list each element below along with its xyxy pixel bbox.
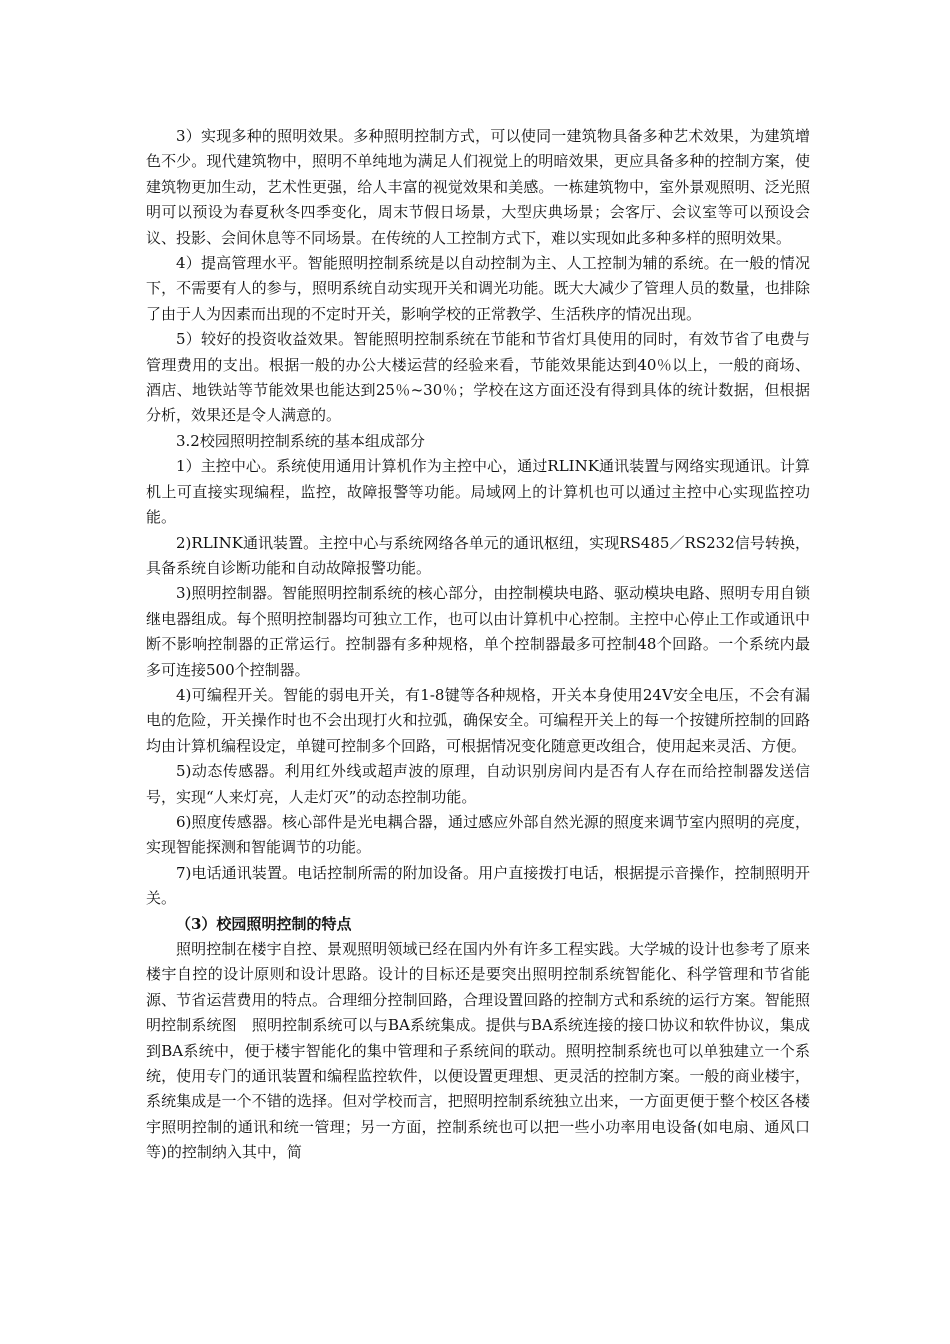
paragraph-management-level: 4）提高管理水平。智能照明控制系统是以自动控制为主、人工控制为辅的系统。在一般的情况下，不需要有人的参与，照明系统自动实现开关和调光功能。既大大减少了管理人员的数量，也排除了由于人为因素而出现的不定时开关，影响学校的正常教学、生活秩序的情况出现。: [146, 254, 810, 323]
paragraph-programmable-switch: 4)可编程开关。智能的弱电开关，有1-8键等各种规格，开关本身使用24V安全电压，不会有漏电的危险，开关操作时也不会出现打火和拉弧，确保安全。可编程开关上的每一个按键所控制的回路均由计算机编程设定，单键可控制多个回路，可根据情况变化随意更改组合，使用起来灵活、方便。: [146, 685, 810, 755]
section-heading-features: （3）校园照明控制的特点: [176, 914, 352, 933]
section-heading-3-2: 3.2校园照明控制系统的基本组成部分: [176, 431, 425, 450]
paragraph-phone-device: 7)电话通讯装置。电话控制所需的附加设备。用户直接拨打电话，根据提示音操作，控制照明开关。: [146, 863, 810, 908]
paragraph-illuminance-sensor: 6)照度传感器。核心部件是光电耦合器，通过感应外部自然光源的照度来调节室内照明的亮度，实现智能探测和智能调节的功能。: [146, 812, 810, 857]
document-page: [146, 124, 810, 1166]
paragraph-features-body: 照明控制在楼宇自控、景观照明领域已经在国内外有许多工程实践。大学城的设计也参考了原来楼宇自控的设计原则和设计思路。设计的目标还是要突出照明控制系统智能化、科学管理和节省能源、节省运营费用的特点。合理细分控制回路，合理设置回路的控制方式和系统的运行方案。智能照明控制系统图 照明控制系统可以与BA系统集成。提供与BA系统连接的接口协议和软件协议，集成到BA系统中，便于楼宇智能化的集中管理和子系统间的联动。照明控制系统也可以单独建立一个系统，使用专门的通讯装置和编程监控软件，以便设置更理想、更灵活的控制方案。一般的商业楼宇，系统集成是一个不错的选择。但对学校而言，把照明控制系统独立出来，一方面更便于整个校区各楼宇照明控制的通讯和统一管理；另一方面，控制系统也可以把一些小功率用电设备(如电扇、通风口等)的控制纳入其中，简: [146, 940, 810, 1162]
paragraph-lighting-controller: 3)照明控制器。智能照明控制系统的核心部分，由控制模块电路、驱动模块电路、照明专用自锁继电器组成。每个照明控制器均可独立工作，也可以由计算机中心控制。主控中心停止工作或通讯中断不影响控制器的正常运行。控制器有多种规格，单个控制器最多可控制48个回路。一个系统内最多可连接500个控制器。: [146, 584, 810, 679]
paragraph-rlink-device: 2)RLINK通讯装置。主控中心与系统网络各单元的通讯枢纽，实现RS485／RS232信号转换，具备系统自诊断功能和自动故障报警功能。: [146, 533, 810, 577]
paragraph-main-control-center: 1）主控中心。系统使用通用计算机作为主控中心，通过RLINK通讯装置与网络实现通讯。计算机上可直接实现编程，监控，故障报警等功能。局域网上的计算机也可以通过主控中心实现监控功能。: [146, 457, 810, 527]
paragraph-investment-return: 5）较好的投资收益效果。智能照明控制系统在节能和节省灯具使用的同时，有效节省了电费与管理费用的支出。根据一般的办公大楼运营的经验来看，节能效果能达到40％以上，一般的商场、酒店、地铁站等节能效果也能达到25％~30％；学校在这方面还没有得到具体的统计数据，但根据分析，效果还是令人满意的。: [146, 330, 810, 425]
paragraph-motion-sensor: 5)动态传感器。利用红外线或超声波的原理，自动识别房间内是否有人存在而给控制器发送信号，实现“人来灯亮，人走灯灭”的动态控制功能。: [146, 762, 810, 806]
paragraph-lighting-effects: 3）实现多种的照明效果。多种照明控制方式，可以使同一建筑物具备多种艺术效果，为建筑增色不少。现代建筑物中，照明不单纯地为满足人们视觉上的明暗效果，更应具备多种的控制方案，使建筑物更加生动，艺术性更强，给人丰富的视觉效果和美感。一栋建筑物中，室外景观照明、泛光照明可以预设为春夏秋冬四季变化，周末节假日场景，大型庆典场景；会客厅、会议室等可以预设会议、投影、会间休息等不同场景。在传统的人工控制方式下，难以实现如此多种多样的照明效果。: [146, 127, 810, 247]
